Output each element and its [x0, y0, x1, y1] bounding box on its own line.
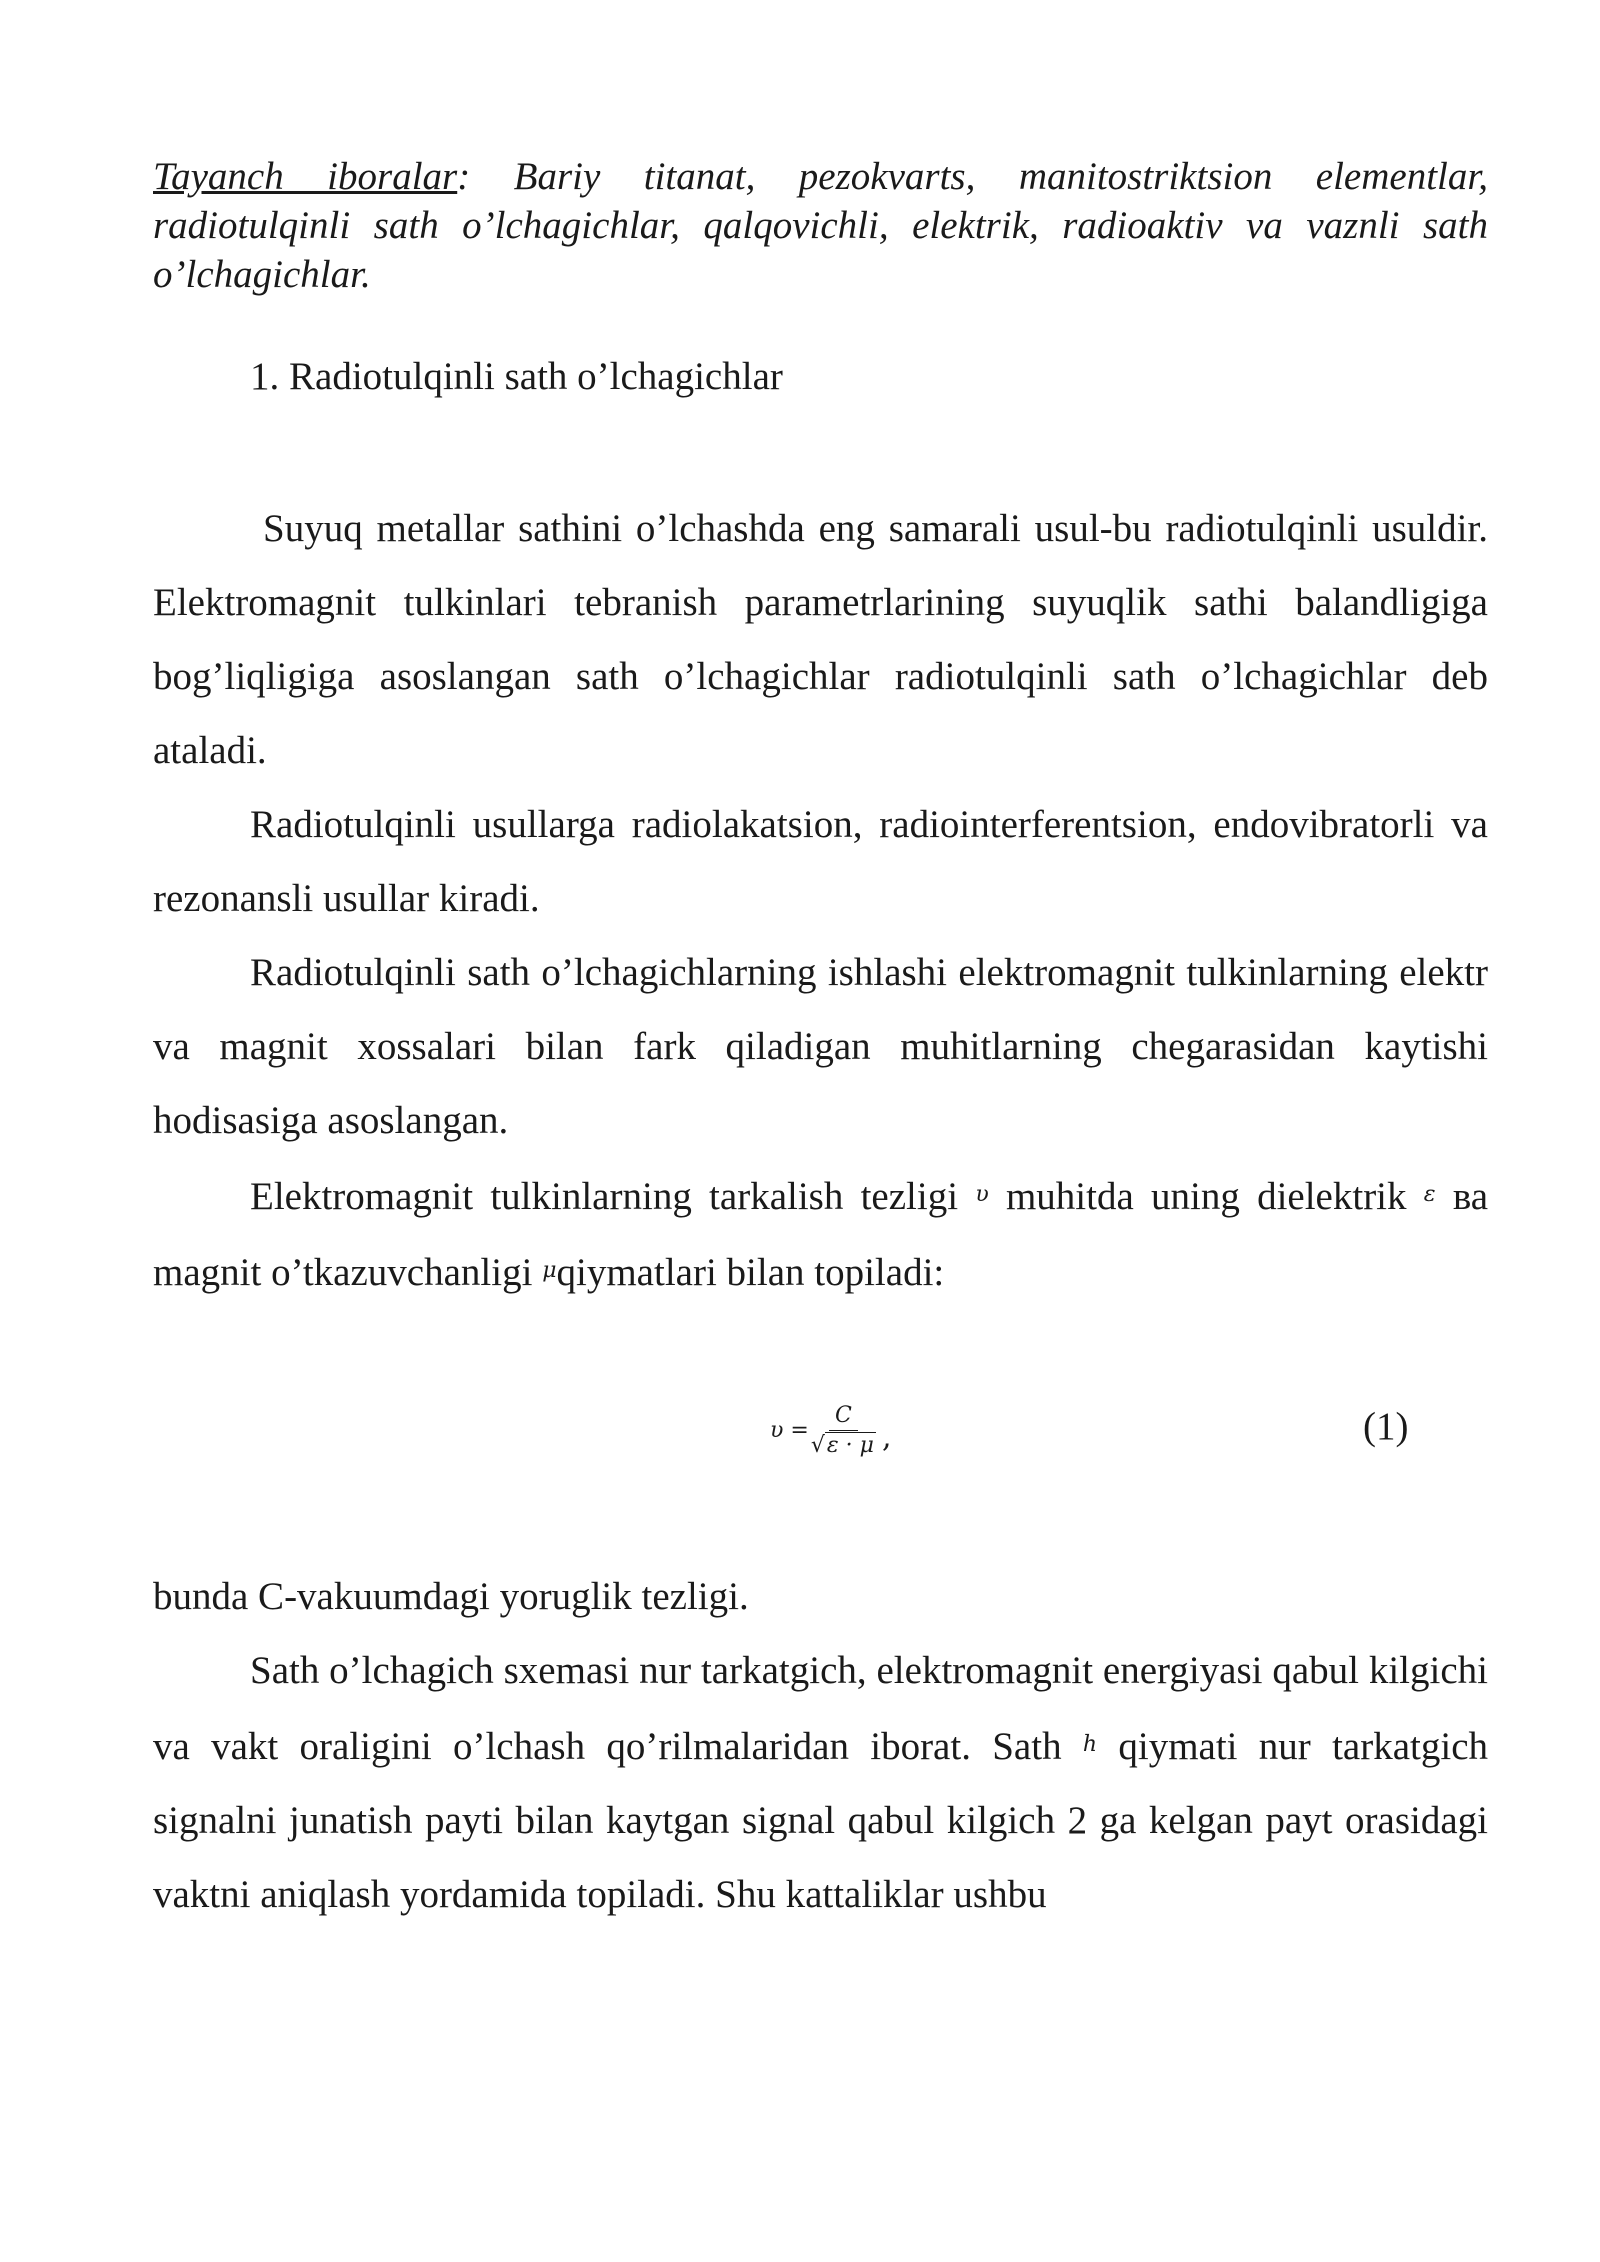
paragraph-4-text-a: Elektromagnit tulkinlarning tarkalish tezligi [250, 1175, 959, 1218]
paragraph-5: bunda C-vakuumdagi yoruglik tezligi. [153, 1575, 749, 1618]
paragraph-2: Radiotulqinli usullarga radiolakatsion, radiointerferentsion, endovibratorli va rezonansli usullar kiradi. [153, 803, 1488, 920]
formula-lhs: υ = [770, 1417, 809, 1443]
formula-fraction [811, 1403, 876, 1458]
paragraph-4-text-c: ва magnit o’tkazuvchanligi [153, 1175, 1489, 1294]
paragraph-4 [153, 1158, 1488, 1310]
formula-denominator [811, 1431, 876, 1458]
formula-numerator: C [829, 1403, 858, 1431]
equation-number: (1) [1363, 1405, 1409, 1448]
paragraph-3: Radiotulqinli sath o’lchagichlarning ishlashi elektromagnit tulkinlarning elektr va magnit xossalari bilan fark qiladigan muhitlarning chegarasidan kaytishi hodisasiga asoslangan. [153, 951, 1488, 1142]
symbol-h: h [1082, 1732, 1098, 1757]
keywords-block [153, 152, 1488, 299]
paragraph-6 [153, 1634, 1488, 1932]
formula-velocity [770, 1390, 891, 1470]
paragraph-1: Suyuq metallar sathini o’lchashda eng samarali usul-bu radiotulqinli usuldir. Elektromagnit tulkinlari tebranish parametrlarining suyuqlik sathi balandligiga bog’liqligiga asoslangan sath o’lchagichlar radiotulqinli sath o’lchagichlar deb ataladi. [153, 507, 1488, 772]
symbol-epsilon: ε [1423, 1182, 1436, 1207]
symbol-upsilon: υ [975, 1182, 989, 1207]
formula-root-sign: √ [810, 1432, 825, 1458]
paragraph-6-text-a: Sath o’lchagich sxemasi nur tarkatgich, elektromagnit energiyasi qabul kilgichi va vakt oraligini o’lchash qo’rilmalaridan iborat. Sath [153, 1649, 1488, 1768]
keywords-text: : Bariy titanat, pezokvarts, manitostriktsion elementlar, radiotulqinli sath o’lchagichlar, qalqovichli, elektrik, radioaktiv va vaznli sath o’lchagichlar. [153, 155, 1488, 296]
symbol-mu: μ [542, 1258, 557, 1283]
paragraph-6-text-b: qiymati nur tarkatgich signalni junatish payti bilan kaytgan signal qabul kilgich 2 ga kelgan payt orasidagi vaktni aniqlash yordamida topiladi. Shu kattaliklar ushbu [153, 1725, 1489, 1916]
formula-comma: , [881, 1419, 892, 1455]
paragraph-4-text-b: muhitda uning dielektrik [1005, 1175, 1407, 1218]
keywords-label: Tayanch iboralar [153, 155, 458, 198]
section-title: 1. Radiotulqinli sath o’lchagichlar [250, 355, 783, 398]
formula-radicand: ε · μ [826, 1432, 874, 1458]
paragraph-4-text-d: qiymatlari bilan topiladi: [556, 1251, 945, 1294]
